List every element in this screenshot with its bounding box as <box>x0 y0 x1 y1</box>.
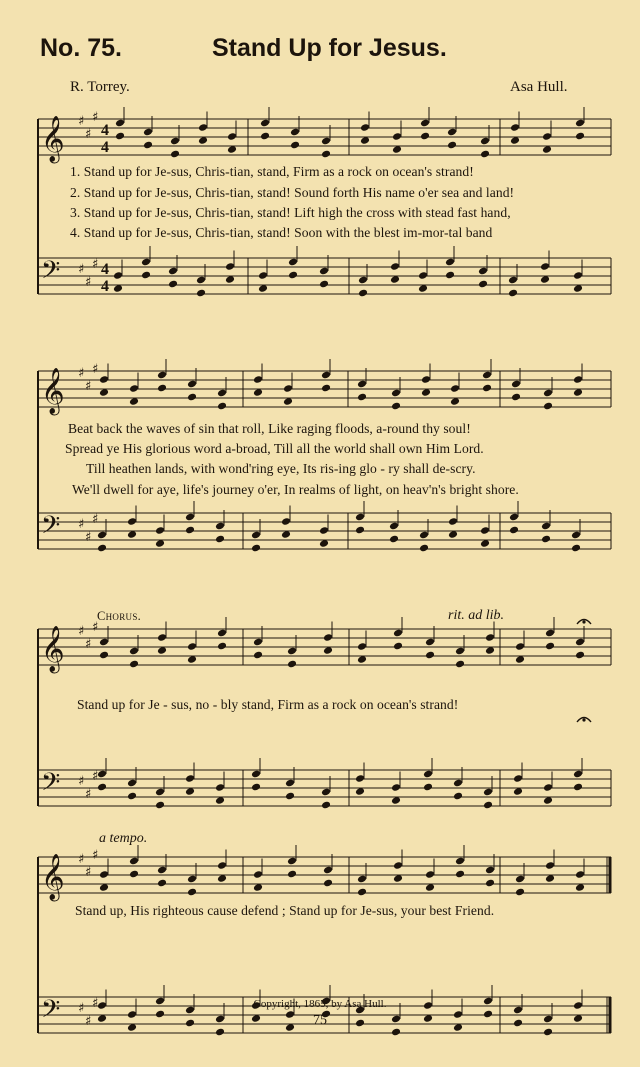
note-head <box>288 271 298 280</box>
copyright-notice: Copyright, 1865, by Asa Hull. <box>253 998 387 1010</box>
note-head <box>389 535 399 544</box>
ritardando-marking: rit. ad lib. <box>448 608 505 623</box>
note-head <box>287 660 297 669</box>
verse-number: 4. <box>70 225 81 240</box>
verse-3-continuation: Till heathen lands, with wond'ring eye, Its ris-ing glo - ry shall de-scry. <box>86 461 476 476</box>
note-head <box>115 132 125 141</box>
verse-1-continuation: Beat back the waves of sin that roll, Like raging floods, a-round thy soul! <box>68 421 471 436</box>
sharp-icon: ♯ <box>78 624 85 639</box>
sharp-icon: ♯ <box>92 620 99 635</box>
note-head <box>129 870 139 879</box>
sharp-icon: ♯ <box>78 366 85 381</box>
note-head <box>541 535 551 544</box>
verse-number: 2. <box>70 185 81 200</box>
note-head <box>217 642 227 651</box>
sharp-icon: ♯ <box>85 530 92 545</box>
note-head <box>480 150 490 159</box>
sharp-icon: ♯ <box>92 362 99 377</box>
verse-1-line <box>70 164 474 180</box>
note-head <box>321 150 331 159</box>
hymn-number: No. 75. <box>40 34 122 62</box>
note-head <box>321 801 331 810</box>
note-head <box>425 651 435 660</box>
note-head <box>455 660 465 669</box>
note-head <box>285 792 295 801</box>
note-head <box>253 651 263 660</box>
bass-clef-icon: 𝄢 <box>41 768 61 803</box>
verse-text: Stand up for Je-sus, Chris-tian, stand! Soon with the blest im-mor-tal band <box>83 225 493 240</box>
sharp-icon: ♯ <box>85 1014 92 1029</box>
treble-clef-icon: 𝄞 <box>41 116 65 162</box>
sharp-icon: ♯ <box>92 769 99 784</box>
note-head <box>196 289 206 298</box>
note-head <box>215 535 225 544</box>
note-head <box>575 651 585 660</box>
time-signature: 4 <box>101 139 109 156</box>
note-head <box>97 783 107 792</box>
page-number: 75 <box>313 1013 327 1028</box>
sharp-icon: ♯ <box>92 257 99 272</box>
note-head <box>447 141 457 150</box>
note-head <box>575 132 585 141</box>
note-head <box>319 280 329 289</box>
note-head <box>483 801 493 810</box>
note-head <box>573 783 583 792</box>
hymn-title: Stand Up for Jesus. <box>212 34 447 62</box>
verse-2-line <box>70 185 514 201</box>
sharp-icon: ♯ <box>78 852 85 867</box>
treble-clef-icon: 𝄞 <box>41 626 65 672</box>
note-head <box>358 289 368 298</box>
verse-text: Stand up for Je-sus, Chris-tian, stand, Firm as a rock on ocean's strand! <box>83 164 474 179</box>
note-head <box>290 141 300 150</box>
note-head <box>97 544 107 553</box>
note-head <box>155 801 165 810</box>
note-head <box>260 132 270 141</box>
note-head <box>187 888 197 897</box>
note-head <box>508 289 518 298</box>
note-head <box>357 393 367 402</box>
bass-clef-icon: 𝄢 <box>41 995 61 1030</box>
sharp-icon: ♯ <box>92 996 99 1011</box>
note-head <box>357 888 367 897</box>
chorus-lyric-line: Stand up for Je - sus, no - bly stand, Firm as a rock on ocean's strand! <box>77 697 459 712</box>
note-head <box>485 879 495 888</box>
note-head <box>391 402 401 411</box>
verse-text: Stand up for Je-sus, Chris-tian, stand! Lift high the cross with stead fast hand, <box>83 205 511 220</box>
note-head <box>99 651 109 660</box>
sharp-icon: ♯ <box>78 774 85 789</box>
fermata-dot <box>582 620 585 623</box>
sharp-icon: ♯ <box>92 848 99 863</box>
note-head <box>482 384 492 393</box>
sharp-icon: ♯ <box>85 865 92 880</box>
note-head <box>445 271 455 280</box>
note-head <box>168 280 178 289</box>
note-head <box>217 402 227 411</box>
note-head <box>185 526 195 535</box>
verse-text: Stand up for Je-sus, Chris-tian, stand! Sound forth His name o'er sea and land! <box>83 185 515 200</box>
verse-number: 3. <box>70 205 81 220</box>
time-signature: 4 <box>101 261 109 278</box>
treble-clef-icon: 𝄞 <box>41 368 65 414</box>
note-head <box>187 393 197 402</box>
sharp-icon: ♯ <box>78 114 85 129</box>
note-head <box>321 384 331 393</box>
verse-number: 1. <box>70 164 81 179</box>
author-credit: R. Torrey. <box>70 79 130 95</box>
treble-clef-icon: 𝄞 <box>41 854 65 900</box>
sharp-icon: ♯ <box>78 1001 85 1016</box>
note-head <box>571 544 581 553</box>
sharp-icon: ♯ <box>85 379 92 394</box>
time-signature: 4 <box>101 122 109 139</box>
sharp-icon: ♯ <box>78 517 85 532</box>
note-head <box>545 642 555 651</box>
verse-4-line <box>70 225 492 241</box>
sharp-icon: ♯ <box>78 262 85 277</box>
sharp-icon: ♯ <box>85 637 92 652</box>
note-head <box>509 526 519 535</box>
note-head <box>423 783 433 792</box>
sharp-icon: ♯ <box>85 275 92 290</box>
note-head <box>515 888 525 897</box>
note-head <box>157 384 167 393</box>
note-head <box>478 280 488 289</box>
note-head <box>157 879 167 888</box>
note-head <box>323 879 333 888</box>
note-head <box>251 544 261 553</box>
note-head <box>543 402 553 411</box>
sharp-icon: ♯ <box>85 787 92 802</box>
note-head <box>393 642 403 651</box>
note-head <box>287 870 297 879</box>
note-head <box>141 271 151 280</box>
sharp-icon: ♯ <box>85 127 92 142</box>
note-head <box>251 783 261 792</box>
time-signature: 4 <box>101 278 109 295</box>
note-head <box>453 792 463 801</box>
sharp-icon: ♯ <box>92 512 99 527</box>
note-head <box>143 141 153 150</box>
chorus-label: Chorus. <box>97 609 142 623</box>
note-head <box>511 393 521 402</box>
a-tempo-marking: a tempo. <box>99 831 148 846</box>
note-head <box>355 526 365 535</box>
note-head <box>127 792 137 801</box>
verse-2-continuation: Spread ye His glorious word a-broad, Till all the world shall own Him Lord. <box>65 441 484 456</box>
note-head <box>455 870 465 879</box>
verse-3-line <box>70 205 511 221</box>
note-head <box>420 132 430 141</box>
note-head <box>170 150 180 159</box>
bass-clef-icon: 𝄢 <box>41 256 61 291</box>
verse-4-continuation: We'll dwell for aye, life's journey o'er, In realms of light, on heav'n's bright shore. <box>72 482 519 497</box>
note-head <box>129 660 139 669</box>
sharp-icon: ♯ <box>92 110 99 125</box>
note-head <box>419 544 429 553</box>
final-lyric-line: Stand up, His righteous cause defend ; Stand up for Je-sus, your best Friend. <box>75 903 495 918</box>
composer-credit: Asa Hull. <box>510 79 568 95</box>
fermata-dot <box>582 718 585 721</box>
bass-clef-icon: 𝄢 <box>41 511 61 546</box>
